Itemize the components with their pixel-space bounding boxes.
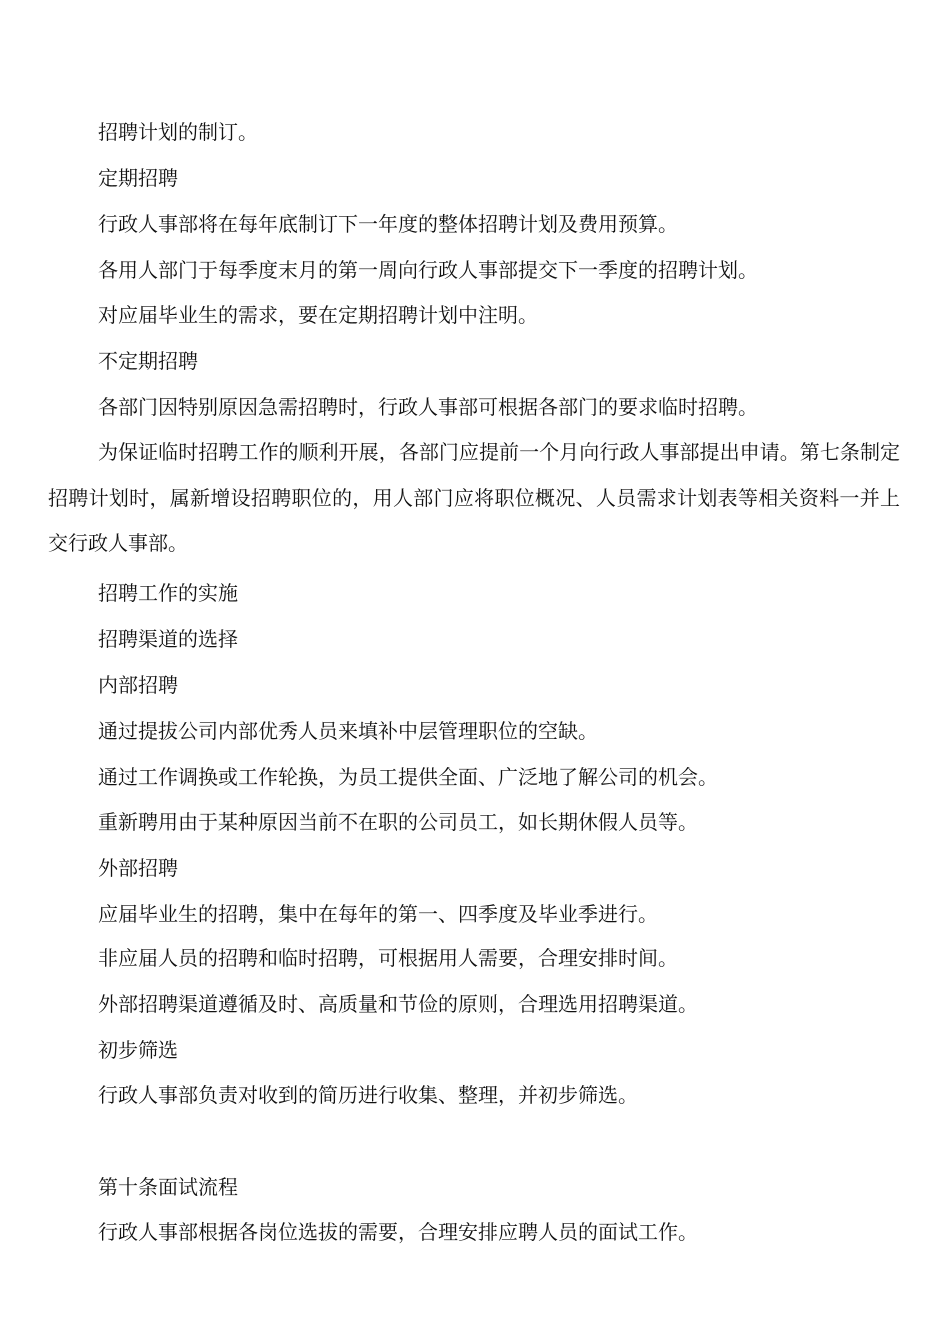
paragraph-channel-heading: 招聘渠道的选择 [98, 627, 238, 651]
paragraph: 非应届人员的招聘和临时招聘，可根据用人需要，合理安排时间。 [98, 946, 678, 970]
paragraph-recruitment-plan-heading: 招聘计划的制订。 [98, 120, 258, 144]
paragraph: 各用人部门于每季度末月的第一周向行政人事部提交下一季度的招聘计划。 [98, 258, 758, 282]
paragraph-irregular-recruitment-heading: 不定期招聘 [98, 349, 198, 373]
paragraph: 行政人事部根据各岗位选拔的需要，合理安排应聘人员的面试工作。 [98, 1220, 698, 1244]
paragraph: 行政人事部负责对收到的简历进行收集、整理，并初步筛选。 [98, 1083, 638, 1107]
paragraph: 重新聘用由于某种原因当前不在职的公司员工，如长期休假人员等。 [98, 810, 698, 834]
paragraph: 对应届毕业生的需求，要在定期招聘计划中注明。 [98, 303, 538, 327]
paragraph: 外部招聘渠道遵循及时、高质量和节俭的原则，合理选用招聘渠道。 [98, 992, 698, 1016]
paragraph: 各部门因特别原因急需招聘时，行政人事部可根据各部门的要求临时招聘。 [98, 395, 758, 419]
paragraph-regular-recruitment-heading: 定期招聘 [98, 166, 178, 190]
paragraph-multiline: 为保证临时招聘工作的顺利开展，各部门应提前一个月向行政人事部提出申请。第七条制定招聘计划时，属新增设招聘职位的，用人部门应将职位概况、人员需求计划表等相关资料一并上交行政人事部。 [48, 440, 900, 556]
paragraph: 行政人事部将在每年底制订下一年度的整体招聘计划及费用预算。 [98, 212, 678, 236]
paragraph: 应届毕业生的招聘，集中在每年的第一、四季度及毕业季进行。 [98, 902, 658, 926]
paragraph-implementation-heading: 招聘工作的实施 [98, 581, 238, 605]
paragraph: 通过工作调换或工作轮换，为员工提供全面、广泛地了解公司的机会。 [98, 765, 718, 789]
paragraph-screening-heading: 初步筛选 [98, 1038, 178, 1062]
paragraph-external-recruitment-heading: 外部招聘 [98, 856, 178, 880]
paragraph: 通过提拔公司内部优秀人员来填补中层管理职位的空缺。 [98, 719, 598, 743]
paragraph-interview-heading: 第十条面试流程 [98, 1175, 238, 1199]
paragraph-internal-recruitment-heading: 内部招聘 [98, 673, 178, 697]
